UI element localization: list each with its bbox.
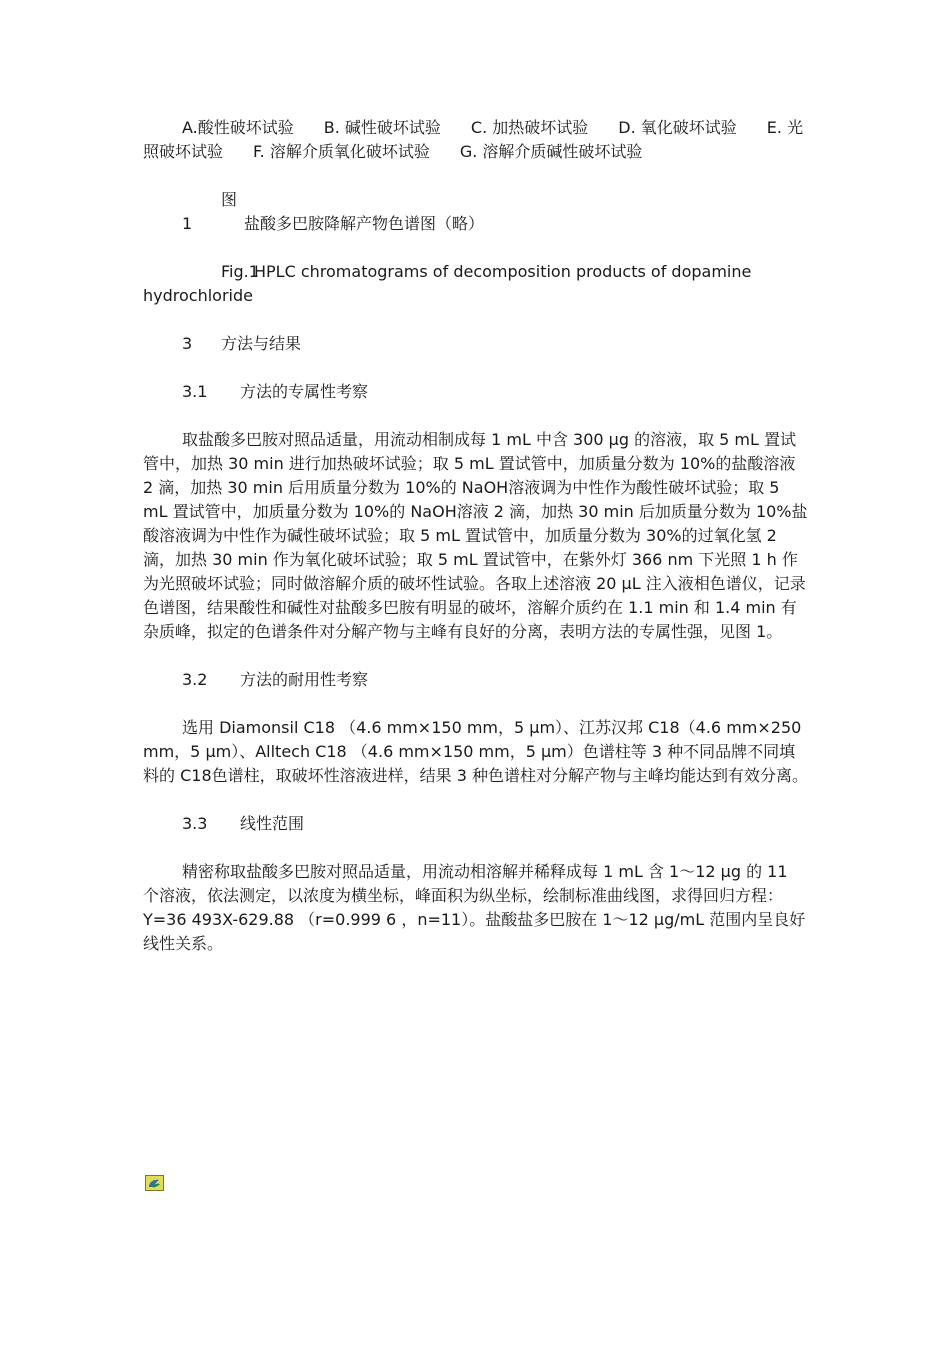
section-3-2-paragraph: 选用 Diamonsil C18 （4.6 mm×150 mm，5 μm）、江苏汉邦 C18（4.6 mm×250 mm，5 μm）、Alltech C18 （4.6 mm×150 mm，5 μm）色谱柱等 3 种不同品牌不同填料的 C18色谱柱，取破坏性溶液进样，结果 3 种色谱柱对分解产物与主峰均能达到有效分离。 — [143, 718, 808, 785]
option-c: C. 加热破坏试验 — [470, 118, 589, 137]
option-e: E. 光照破坏试验 — [143, 118, 804, 161]
section-3-number: 3 — [182, 334, 193, 353]
document-page — [143, 116, 808, 956]
figure-label-en: Fig.1 — [221, 262, 259, 281]
image-placeholder-icon — [145, 1175, 164, 1191]
option-a: A.酸性破坏试验 — [182, 118, 294, 137]
figure-title-cn: 盐酸多巴胺降解产物色谱图（略） — [244, 214, 485, 233]
section-3-heading — [143, 332, 808, 356]
option-g: G. 溶解介质碱性破坏试验 — [459, 142, 643, 161]
section-3-3-title: 线性范围 — [240, 814, 305, 833]
section-3-title: 方法与结果 — [221, 334, 302, 353]
section-3-1-heading — [143, 380, 808, 404]
section-3-2-title: 方法的耐用性考察 — [240, 670, 369, 689]
section-3-1-title: 方法的专属性考察 — [240, 382, 369, 401]
option-b: B. 碱性破坏试验 — [323, 118, 441, 137]
option-d: D. 氧化破坏试验 — [618, 118, 737, 137]
figure-title-en: HPLC chromatograms of decomposition products of dopamine hydrochloride — [143, 262, 752, 305]
options-list — [143, 116, 808, 164]
figure-label-cn: 图 1 — [182, 190, 238, 233]
figure-caption-en — [143, 260, 808, 308]
figure-caption-cn — [143, 188, 808, 236]
section-3-1-number: 3.1 — [182, 382, 208, 401]
section-3-3-paragraph: 精密称取盐酸多巴胺对照品适量，用流动相溶解并稀释成每 1 mL 含 1～12 μg 的 11 个溶液，依法测定，以浓度为横坐标，峰面积为纵坐标，绘制标准曲线图，求得回归方程： Y=36 493X-629.88 （r=0.999 6 ，n=11）。盐酸盐多巴胺在 1～12 μg/mL 范围内呈良好线性关系。 — [143, 862, 806, 953]
section-3-1-paragraph: 取盐酸多巴胺对照品适量，用流动相制成每 1 mL 中含 300 μg 的溶液，取 5 mL 置试管中，加热 30 min 进行加热破坏试验；取 5 mL 置试管中，加质量分数为 10%的盐酸溶液 2 滴，加热 30 min 后用质量分数为 10%的 NaOH溶液调为中性作为酸性破坏试验；取 5 mL 置试管中，加质量分数为 10%的 NaOH溶液 2 滴，加热 30 min 后加质量分数为 10%盐酸溶液调为中性作为碱性破坏试验；取 5 mL 置试管中，加质量分数为 30%的过氧化氢 2 滴，加热 30 min 作为氧化破坏试验；取 5 mL 置试管中，在紫外灯 366 nm 下光照 1 h 作为光照破坏试验；同时做溶解介质的破坏性试验。各取上述溶液 20 μL 注入液相色谱仪，记录色谱图，结果酸性和碱性对盐酸多巴胺有明显的破坏，溶解介质约在 1.1 min 和 1.4 min 有杂质峰，拟定的色谱条件对分解产物与主峰有良好的分离，表明方法的专属性强，见图 1。 — [143, 430, 808, 641]
section-3-3-number: 3.3 — [182, 814, 208, 833]
section-3-2-number: 3.2 — [182, 670, 208, 689]
option-f: F. 溶解介质氧化破坏试验 — [253, 142, 430, 161]
section-3-3-heading — [143, 812, 808, 836]
section-3-2-heading — [143, 668, 808, 692]
